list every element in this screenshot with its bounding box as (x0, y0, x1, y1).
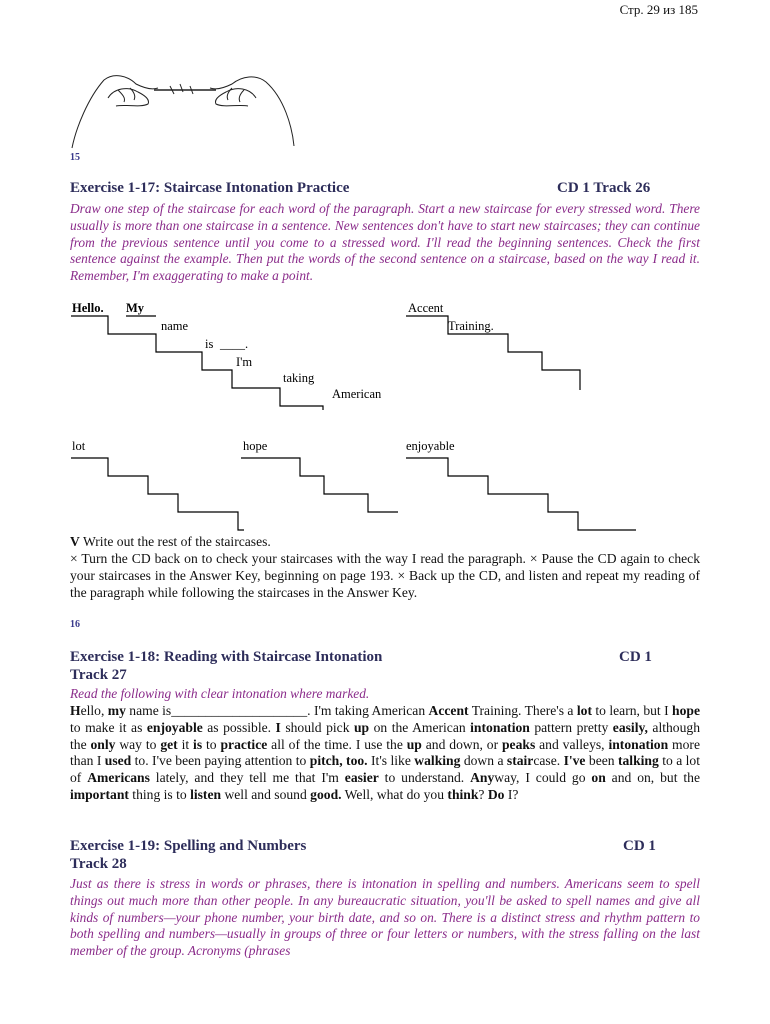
word-enjoyable: enjoyable (406, 439, 455, 453)
word-hope: hope (243, 439, 268, 453)
write-out-line (70, 534, 700, 551)
word-my: My (126, 301, 145, 315)
exercise-heading: Exercise 1-18: Reading with Staircase Intonation (70, 649, 383, 665)
track-line: Track 28 (70, 856, 127, 872)
track-label: CD 1 (619, 649, 652, 665)
track-line: Track 27 (70, 667, 127, 683)
word-training: Training. (448, 319, 494, 333)
exercise-instructions: Read the following with clear intonation where marked. (70, 686, 370, 701)
page-number: Стр. 29 из 185 (619, 2, 698, 17)
exercise-title (70, 837, 700, 855)
exercise-heading: Exercise 1-17: Staircase Intonation Practice (70, 180, 350, 196)
footnote-number: 16 (70, 619, 80, 630)
word-blank: ____. (220, 337, 249, 351)
word-taking: taking (283, 371, 315, 385)
footnote-number: 15 (70, 152, 80, 163)
exercise-title (70, 179, 700, 197)
word-im: I'm (236, 355, 253, 369)
write-out-text: Write out the rest of the staircases. (82, 534, 271, 549)
exercise-instructions: Draw one step of the staircase for each word of the paragraph. Start a new staircase for every stressed word. There usually is more than one staircase in a sentence. New sentences don't have to start new staircases; they can continue from the previous sentence until you come to a stressed word. I'll read the beginning sentences. Check the first sentence against the example. Then put the words of the second sentence on a staircase, based on the way I read it. Remember, I'm exaggerating to make a point. (70, 201, 700, 284)
word-hello: Hello. (72, 301, 104, 315)
exercise-instructions: Just as there is stress in words or phrases, there is intonation in spelling and numbers. Americans seem to spell things out much more than other people. In any bureaucratic situation, you'll be asked to spell names and give all kinds of numbers—your phone number, your birth date, and so on. There is a distinct stress and rhythm pattern to both spelling and numbers—usually in groups of three or four letters or numbers, with the stress falling on the last member of the group. Acronyms (phrases (70, 876, 700, 959)
word-american: American (332, 387, 382, 401)
word-name: name (161, 319, 189, 333)
word-is: is (205, 337, 214, 351)
track-label: CD 1 Track 26 (557, 180, 651, 196)
reading-passage: Hello, my name is____________________. I'm taking American Accent Training. There's a lot to learn, but I hope to make it as enjoyable as possible. I should pick up on the American intonation pattern pretty easily, although the only way to get it is to practice all of the time. I use the up and down, or peaks and valleys, intonation more than I used to. I've been paying attention to pitch, too. It's like walking down a staircase. I've been talking to a lot of Americans lately, and they tell me that I'm easier to understand. Anyway, I could go on and on, but the important thing is to listen well and sound good. Well, what do you think? Do I? (70, 703, 701, 802)
hands-stretching-illustration (70, 68, 296, 152)
instruction-paragraph: × Turn the CD back on to check your staircases with the way I read the paragraph. × Pause the CD again to check your staircases in the Answer Key, beginning on page 193. × Back up the CD, and listen and repeat my reading of the paragraph while following the staircases in the Answer Key. (70, 551, 700, 600)
track-label: CD 1 (623, 838, 656, 854)
word-accent: Accent (408, 301, 444, 315)
staircase-diagram (68, 298, 638, 534)
word-lot: lot (72, 439, 86, 453)
exercise-heading: Exercise 1-19: Spelling and Numbers (70, 838, 307, 854)
marker-v: V (70, 534, 80, 549)
exercise-title (70, 648, 700, 666)
